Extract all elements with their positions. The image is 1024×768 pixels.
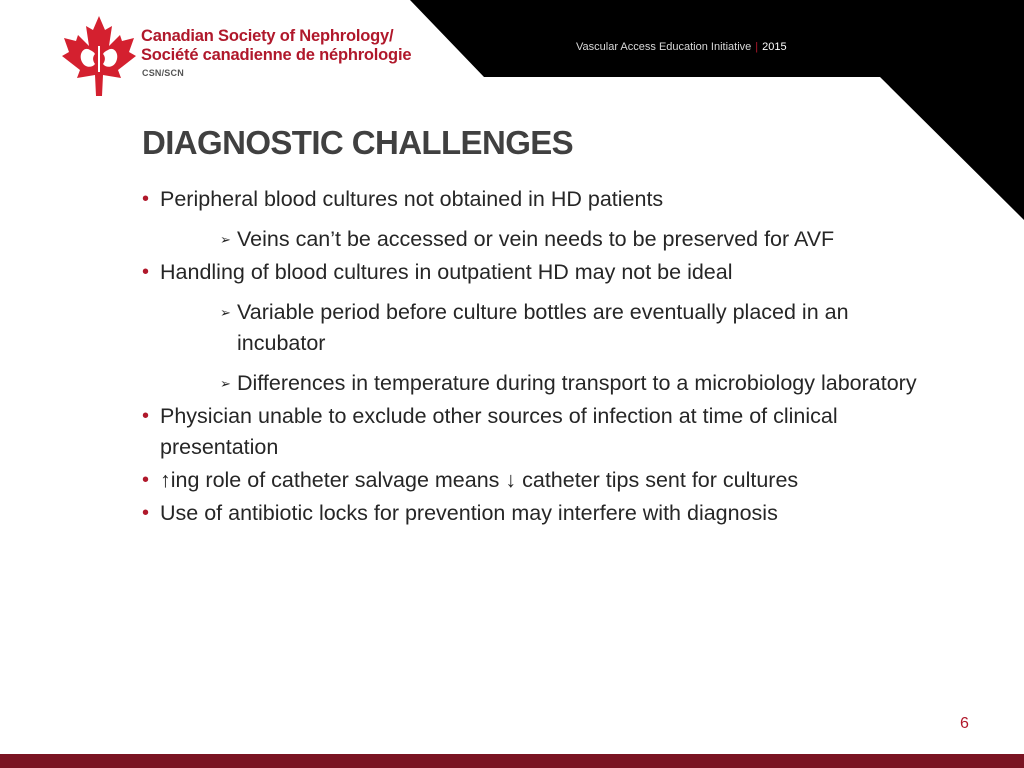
bullet-text: Physician unable to exclude other sources of infection at time of clinical presentation <box>160 404 838 459</box>
org-name-en: Canadian Society of Nephrology/ <box>141 27 394 45</box>
header-separator: | <box>755 41 759 53</box>
arrow-bullet-icon: ➢ <box>220 305 231 320</box>
footer-bar <box>0 754 1024 768</box>
bullet-icon: • <box>142 188 150 210</box>
sub-bullet-item <box>142 368 922 399</box>
maple-leaf-kidney-icon <box>62 16 136 96</box>
bullet-text: catheter tips sent for cultures <box>516 468 799 492</box>
bullet-item <box>142 257 922 288</box>
slide-title: DIAGNOSTIC CHALLENGES <box>142 124 574 161</box>
org-name-fr: Société canadienne de néphrologie <box>141 46 412 64</box>
sub-bullet-text: Variable period before culture bottles are eventually placed in an incubator <box>237 300 849 355</box>
arrow-bullet-icon: ➢ <box>220 376 231 391</box>
sub-bullet-item <box>142 224 922 255</box>
sub-bullet-text: Veins can’t be accessed or vein needs to be preserved for AVF <box>237 227 835 251</box>
header-year: 2015 <box>762 41 787 53</box>
bullet-icon: • <box>142 261 150 283</box>
bullet-text: ing role of catheter salvage means <box>170 468 506 492</box>
header-initiative-line <box>576 41 787 53</box>
bullet-icon: • <box>142 405 150 427</box>
slide-content <box>142 182 922 529</box>
bullet-item <box>142 498 922 529</box>
sub-bullet-item <box>142 297 922 359</box>
bullet-icon: • <box>142 469 150 491</box>
bullet-text: Handling of blood cultures in outpatient HD may not be ideal <box>160 260 733 284</box>
arrow-bullet-icon: ➢ <box>220 232 231 247</box>
bullet-text: Peripheral blood cultures not obtained in HD patients <box>160 187 664 211</box>
org-abbreviation: CSN/SCN <box>142 68 184 78</box>
down-arrow-icon: ↓ <box>505 468 517 492</box>
page-number: 6 <box>960 715 969 732</box>
sub-bullet-text: Differences in temperature during transport to a microbiology laboratory <box>237 371 917 395</box>
bullet-text: Use of antibiotic locks for prevention may interfere with diagnosis <box>160 501 778 525</box>
bullet-item <box>142 401 922 463</box>
up-arrow-icon: ↑ <box>160 468 171 492</box>
initiative-label: Vascular Access Education Initiative <box>576 41 752 53</box>
bullet-item <box>142 465 922 496</box>
bullet-icon: • <box>142 502 150 524</box>
bullet-item <box>142 184 922 215</box>
society-logo <box>62 16 442 86</box>
